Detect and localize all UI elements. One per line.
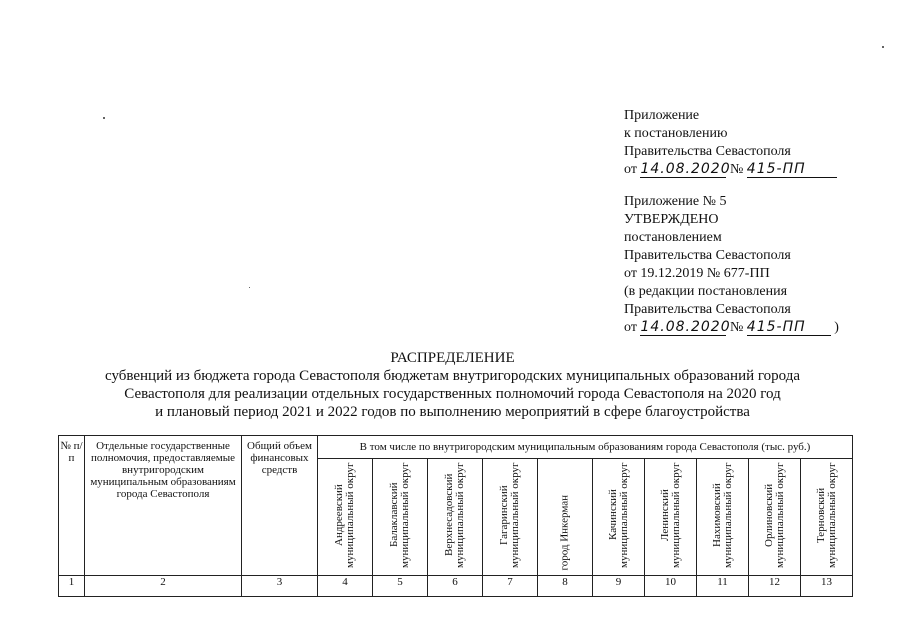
- distribution-table: [58, 435, 853, 597]
- header-district: Нахимовский муниципальный округ: [697, 459, 749, 576]
- header-district: Качинский муниципальный округ: [593, 459, 645, 576]
- header-district: Балаклавский муниципальный округ: [373, 459, 428, 576]
- column-number: 10: [645, 576, 697, 597]
- approval-line: Правительства Севастополя: [624, 302, 791, 317]
- handwritten-number: 415-ПП: [746, 319, 806, 335]
- scan-speck-left: [103, 117, 105, 119]
- column-number: 9: [593, 576, 645, 597]
- header-district: город Инкерман: [538, 459, 593, 576]
- header-district: Терновский муниципальный округ: [801, 459, 853, 576]
- approval-line: Приложение: [624, 108, 700, 123]
- scan-speck-top-right: [882, 46, 884, 48]
- column-number: 2: [85, 576, 242, 597]
- approval-line: Приложение № 5: [624, 194, 727, 209]
- approval-line: (в редакции постановления: [624, 284, 788, 299]
- approval-line: Правительства Севастополя: [624, 144, 791, 159]
- scan-speck-middle: [249, 287, 250, 288]
- column-number: 3: [242, 576, 318, 597]
- column-number-row: [59, 576, 853, 597]
- column-number: 4: [318, 576, 373, 597]
- approval-line: от 19.12.2019 № 677-ПП: [624, 266, 770, 281]
- approval-line: к постановлению: [624, 126, 728, 141]
- column-number: 1: [59, 576, 85, 597]
- approval-line: постановлением: [624, 230, 722, 245]
- header-district: Ленинский муниципальный округ: [645, 459, 697, 576]
- column-number: 6: [428, 576, 483, 597]
- approved-block: [624, 193, 839, 337]
- approval-date-line: от 14.08.2020 № 415-ПП ): [624, 319, 839, 335]
- column-number: 5: [373, 576, 428, 597]
- handwritten-date: 14.08.2020: [640, 161, 731, 177]
- column-number: 11: [697, 576, 749, 597]
- header-district: Гагаринский муниципальный округ: [483, 459, 538, 576]
- header-district: Андреевский муниципальный округ: [318, 459, 373, 576]
- document-subtitle-line: и плановый период 2021 и 2022 годов по выполнению мероприятий в сфере благоустройства: [155, 404, 750, 420]
- header-number: № п/п: [59, 436, 85, 576]
- column-number: 8: [538, 576, 593, 597]
- approval-date-line: от 14.08.2020 № 415-ПП: [624, 161, 837, 179]
- header-district: Верхнесадовский муниципальный округ: [428, 459, 483, 576]
- header-powers: Отдельные государственные полномочия, предоставляемые внутригородским муниципальным образованиям города Севастополя: [85, 436, 242, 576]
- document-subtitle-line: Севастополя для реализации отдельных государственных полномочий города Севастополя на 2020 год: [124, 386, 781, 402]
- handwritten-date: 14.08.2020: [640, 319, 731, 335]
- column-number: 12: [749, 576, 801, 597]
- approval-line: УТВЕРЖДЕНО: [624, 212, 719, 227]
- handwritten-number: 415-ПП: [746, 161, 806, 177]
- column-number: 13: [801, 576, 853, 597]
- column-number: 7: [483, 576, 538, 597]
- document-heading: РАСПРЕДЕЛЕНИЕ: [390, 350, 515, 366]
- header-total: Общий объем финансовых средств: [242, 436, 318, 576]
- header-group: В том числе по внутригородским муниципальным образованиям города Севастополя (тыс. руб.): [318, 436, 853, 459]
- document-subtitle-line: субвенций из бюджета города Севастополя бюджетам внутригородских муниципальных образований города: [104, 368, 801, 384]
- header-district: Орлиновский муниципальный округ: [749, 459, 801, 576]
- approval-line: Правительства Севастополя: [624, 248, 791, 263]
- approval-block: [624, 107, 837, 179]
